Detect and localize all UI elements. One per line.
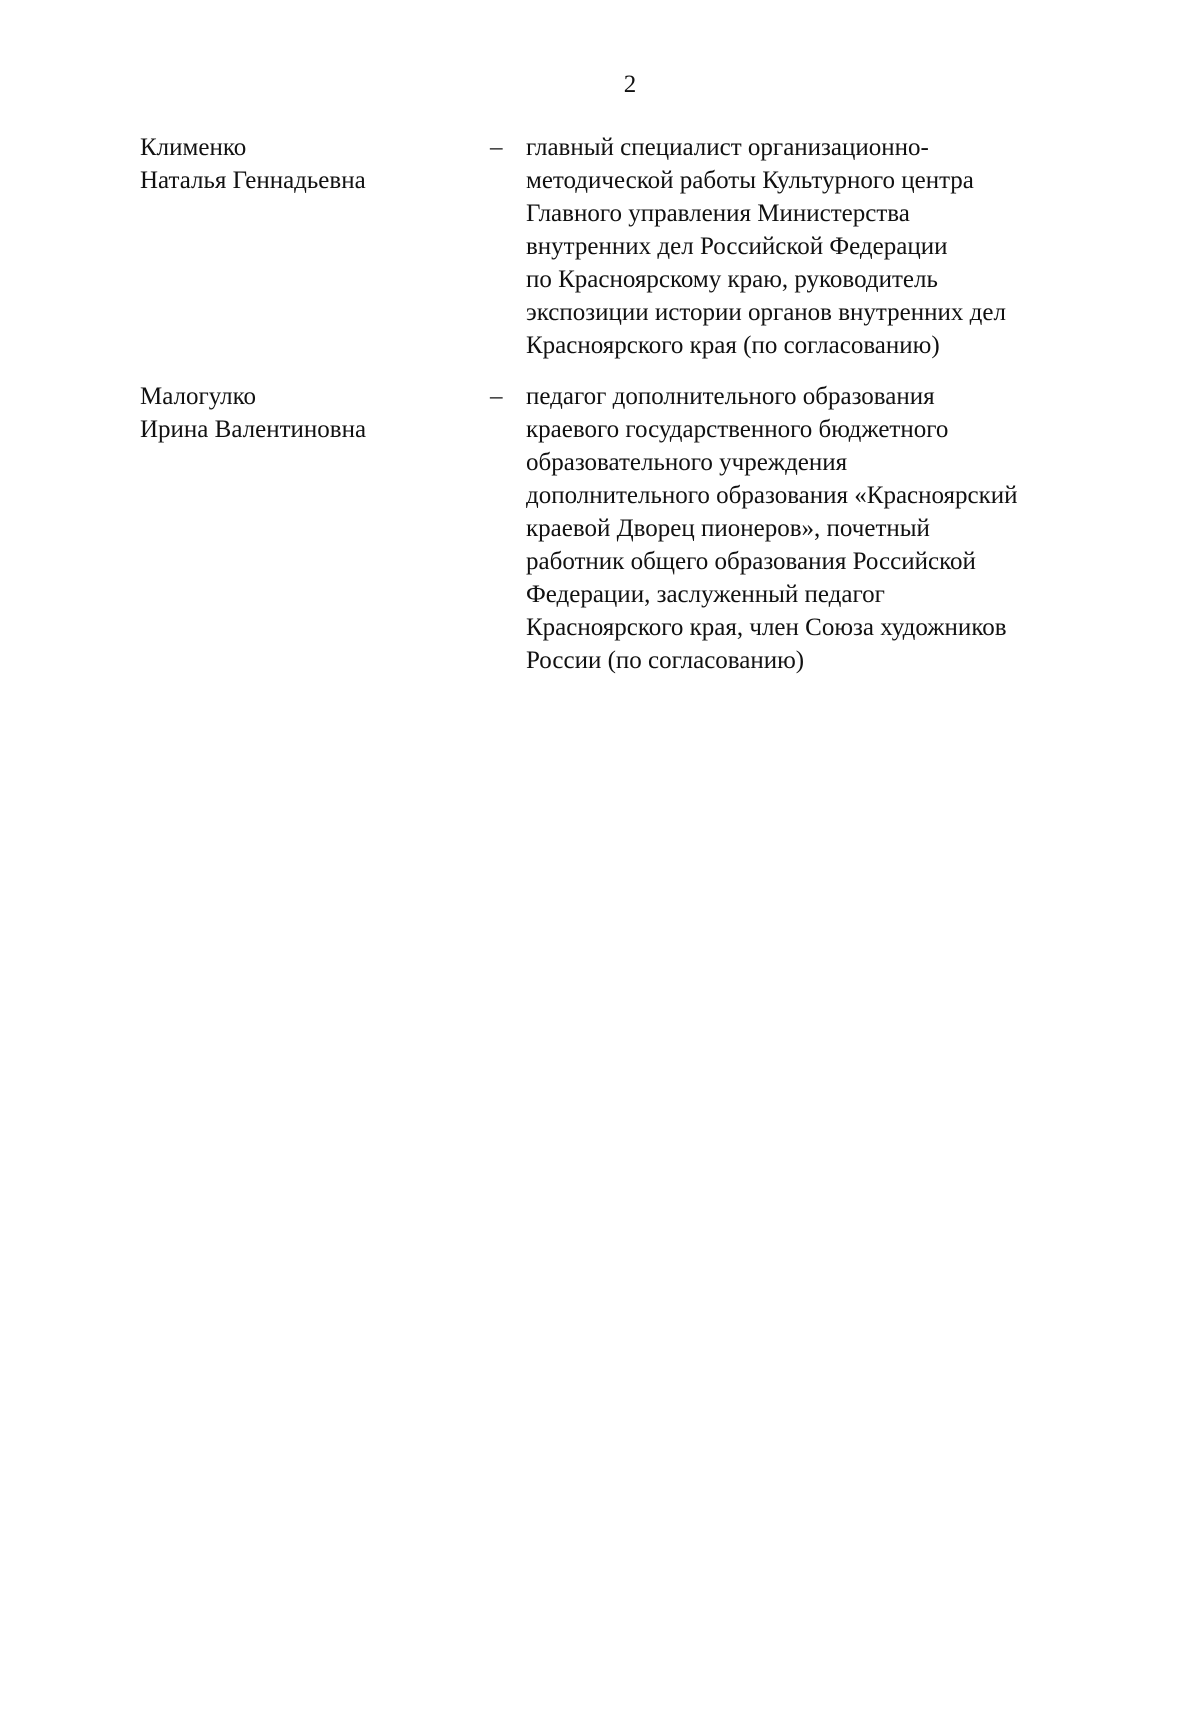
description-line: России (по согласованию): [526, 647, 805, 674]
description-line: педагог дополнительного образования: [526, 383, 935, 410]
member-surname: Клименко: [140, 134, 247, 161]
description-line: Красноярского края (по согласованию): [526, 332, 940, 359]
member-description: [526, 380, 1146, 677]
member-surname: Малогулко: [140, 383, 257, 410]
dash-separator: –: [490, 383, 503, 410]
member-given-names: Ирина Валентиновна: [140, 416, 367, 443]
member-name: [140, 380, 460, 446]
description-line: образовательного учреждения: [526, 449, 848, 476]
dash-separator: –: [490, 134, 503, 161]
description-line: главный специалист организационно-: [526, 134, 929, 161]
description-line: внутренних дел Российской Федерации: [526, 233, 948, 260]
page-number: 2: [623, 71, 637, 98]
description-line: Главного управления Министерства: [526, 200, 910, 227]
description-line: краевого государственного бюджетного: [526, 416, 949, 443]
member-description: [526, 131, 1146, 362]
description-line: Красноярского края, член Союза художников: [526, 614, 1007, 641]
description-line: дополнительного образования «Красноярский: [526, 482, 1018, 509]
member-given-names: Наталья Геннадьевна: [140, 167, 366, 194]
description-line: работник общего образования Российской: [526, 548, 976, 575]
description-line: экспозиции истории органов внутренних дел: [526, 299, 1006, 326]
description-line: по Красноярскому краю, руководитель: [526, 266, 938, 293]
description-line: Федерации, заслуженный педагог: [526, 581, 885, 608]
description-line: методической работы Культурного центра: [526, 167, 974, 194]
description-line: краевой Дворец пионеров», почетный: [526, 515, 930, 542]
member-name: [140, 131, 460, 197]
